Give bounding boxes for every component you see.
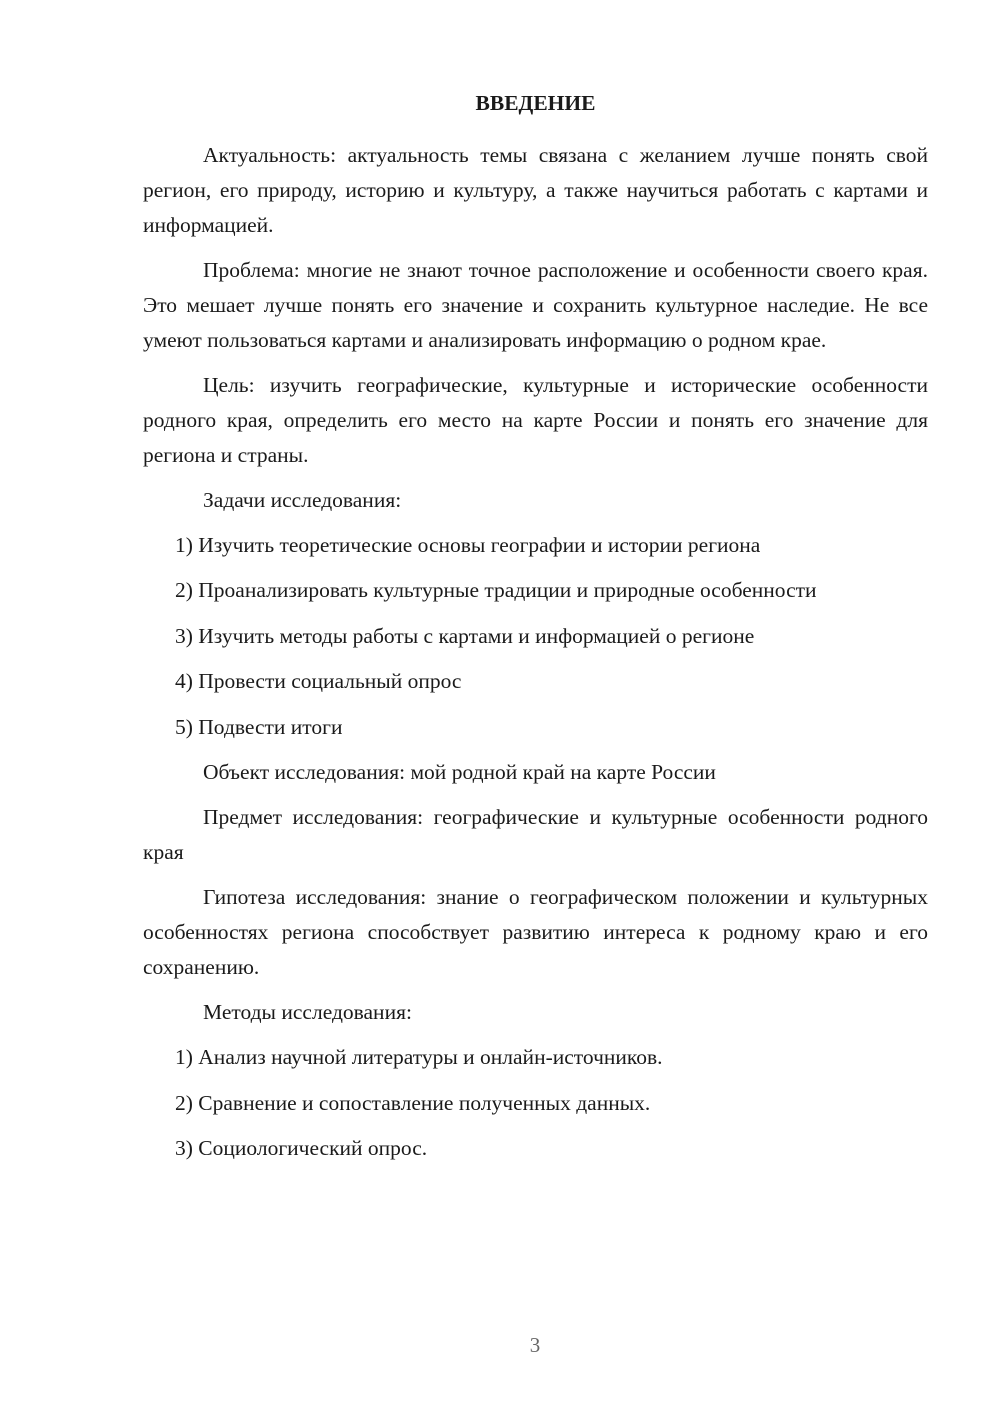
list-item: 3) Социологический опрос. — [175, 1136, 428, 1161]
goal-paragraph: Цель: изучить географические, культурные и исторические особенности родного края, определить его место на карте России и понять его значение для региона и страны. — [143, 372, 928, 467]
list-item: 5) Подвести итоги — [175, 714, 343, 739]
tasks-heading: Задачи исследования: — [203, 487, 402, 512]
page-number: 3 — [529, 1333, 541, 1357]
tasks-list — [143, 528, 928, 745]
object-paragraph: Объект исследования: мой родной край на карте России — [203, 760, 716, 785]
relevance-paragraph: Актуальность: актуальность темы связана с желанием лучше понять свой регион, его природу, историю и культуру, а также научиться работать с картами и информацией. — [143, 142, 928, 237]
list-item: 2) Сравнение и сопоставление полученных данных. — [175, 1090, 651, 1115]
list-item: 3) Изучить методы работы с картами и информацией о регионе — [175, 623, 755, 648]
subject-paragraph: Предмет исследования: географические и культурные особенности родного края — [143, 805, 928, 865]
list-item: 1) Изучить теоретические основы географии и истории региона — [175, 532, 761, 557]
hypothesis-paragraph: Гипотеза исследования: знание о географическом положении и культурных особенностях региона способствует развитию интереса к родному краю и его сохранению. — [143, 885, 928, 980]
list-item: 1) Анализ научной литературы и онлайн-источников. — [175, 1045, 663, 1070]
problem-paragraph: Проблема: многие не знают точное расположение и особенности своего края. Это мешает лучше понять его значение и сохранить культурное наследие. Не все умеют пользоваться картами и анализировать информацию о родном крае. — [143, 257, 928, 352]
document-page — [143, 90, 928, 1177]
list-item: 4) Провести социальный опрос — [175, 669, 462, 694]
section-title: ВВЕДЕНИЕ — [475, 91, 596, 115]
list-item: 2) Проанализировать культурные традиции и природные особенности — [175, 578, 817, 603]
methods-list — [143, 1040, 928, 1166]
methods-heading: Методы исследования: — [203, 1000, 412, 1025]
